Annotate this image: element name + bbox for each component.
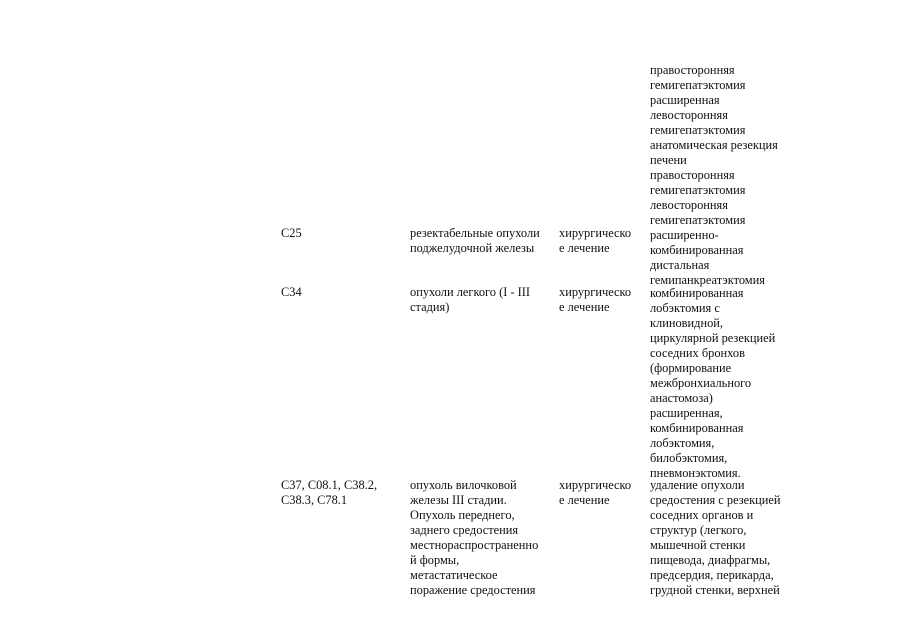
condition-line: Опухоль переднего, bbox=[410, 508, 515, 522]
method-line: межбронхиального bbox=[650, 376, 752, 390]
method-line: гемигепатэктомия bbox=[650, 123, 746, 137]
method-line: расширенно- bbox=[650, 228, 719, 242]
code-line: C38.3, C78.1 bbox=[281, 493, 348, 507]
condition-text bbox=[410, 285, 550, 315]
diagnosis-code bbox=[281, 478, 401, 508]
method-line: анатомическая резекция bbox=[650, 138, 778, 152]
method-line: средостения с резекцией bbox=[650, 493, 781, 507]
method-line: мышечной стенки bbox=[650, 538, 746, 552]
condition-line: стадия) bbox=[410, 300, 450, 314]
method-line: правосторонняя bbox=[650, 63, 735, 77]
treatment-line: хирургическо bbox=[559, 478, 632, 492]
condition-line: поджелудочной железы bbox=[410, 241, 535, 255]
code-line: C25 bbox=[281, 226, 302, 240]
method-line: циркулярной резекцией bbox=[650, 331, 776, 345]
method-line: гемигепатэктомия bbox=[650, 78, 746, 92]
condition-line: резектабельные опухоли bbox=[410, 226, 540, 240]
method-line: печени bbox=[650, 153, 687, 167]
method-line: правосторонняя bbox=[650, 168, 735, 182]
code-line: C34 bbox=[281, 285, 302, 299]
condition-line: й формы, bbox=[410, 553, 460, 567]
treatment-type bbox=[559, 226, 639, 256]
diagnosis-code bbox=[281, 285, 401, 300]
method-text bbox=[650, 228, 800, 288]
method-line: пневмонэктомия. bbox=[650, 466, 741, 480]
method-line: лобэктомия, bbox=[650, 436, 715, 450]
condition-line: метастатическое bbox=[410, 568, 498, 582]
method-line: анастомоза) bbox=[650, 391, 713, 405]
method-line: удаление опухоли bbox=[650, 478, 745, 492]
method-line: расширенная bbox=[650, 93, 720, 107]
method-line: расширенная, bbox=[650, 406, 723, 420]
method-line: гемигепатэктомия bbox=[650, 213, 746, 227]
method-line: лобэктомия с bbox=[650, 301, 720, 315]
method-line: комбинированная bbox=[650, 421, 744, 435]
method-line: билобэктомия, bbox=[650, 451, 728, 465]
treatment-line: е лечение bbox=[559, 241, 610, 255]
condition-line: опухоли легкого (I - III bbox=[410, 285, 531, 299]
treatment-line: хирургическо bbox=[559, 285, 632, 299]
method-line: соседних бронхов bbox=[650, 346, 745, 360]
method-line: структур (легкого, bbox=[650, 523, 747, 537]
top-method-text bbox=[650, 63, 800, 228]
condition-line: железы III стадии. bbox=[410, 493, 507, 507]
condition-text bbox=[410, 226, 550, 256]
condition-line: поражение средостения bbox=[410, 583, 536, 597]
treatment-type bbox=[559, 478, 639, 508]
method-line: соседних органов и bbox=[650, 508, 754, 522]
method-line: клиновидной, bbox=[650, 316, 724, 330]
code-line: C37, C08.1, C38.2, bbox=[281, 478, 378, 492]
condition-line: заднего средостения bbox=[410, 523, 519, 537]
condition-text bbox=[410, 478, 550, 598]
method-line: предсердия, перикарда, bbox=[650, 568, 774, 582]
method-line: пищевода, диафрагмы, bbox=[650, 553, 771, 567]
condition-line: опухоль вилочковой bbox=[410, 478, 517, 492]
treatment-line: е лечение bbox=[559, 493, 610, 507]
method-line: левосторонняя bbox=[650, 198, 728, 212]
method-text bbox=[650, 478, 800, 598]
diagnosis-code bbox=[281, 226, 401, 241]
method-line: комбинированная bbox=[650, 286, 744, 300]
method-line: комбинированная bbox=[650, 243, 744, 257]
treatment-type bbox=[559, 285, 639, 315]
method-line: дистальная bbox=[650, 258, 710, 272]
treatment-line: хирургическо bbox=[559, 226, 632, 240]
method-line: (формирование bbox=[650, 361, 732, 375]
method-line: левосторонняя bbox=[650, 108, 728, 122]
method-text bbox=[650, 286, 800, 481]
method-line: гемипанкреатэктомия bbox=[650, 273, 765, 287]
method-line: грудной стенки, верхней bbox=[650, 583, 780, 597]
method-line: гемигепатэктомия bbox=[650, 183, 746, 197]
condition-line: местнораспространенно bbox=[410, 538, 539, 552]
treatment-line: е лечение bbox=[559, 300, 610, 314]
